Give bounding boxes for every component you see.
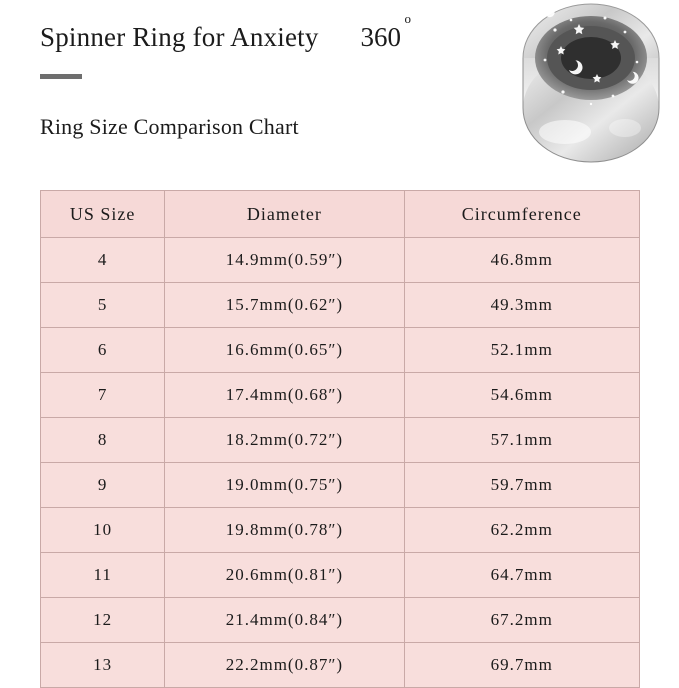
cell-diameter: 21.4mm(0.84″) [165, 598, 404, 643]
cell-diameter: 20.6mm(0.81″) [165, 553, 404, 598]
table-row [41, 238, 640, 283]
title-underline-rule [40, 74, 82, 79]
table-row [41, 643, 640, 688]
table-row [41, 373, 640, 418]
table-row [41, 553, 640, 598]
table-row [41, 508, 640, 553]
cell-circumference: 59.7mm [404, 463, 639, 508]
cell-circumference: 67.2mm [404, 598, 639, 643]
degree-symbol: o [404, 11, 412, 26]
table-row [41, 463, 640, 508]
spinner-ring-photo [505, 0, 679, 180]
cell-circumference: 46.8mm [404, 238, 639, 283]
cell-circumference: 64.7mm [404, 553, 639, 598]
angle-value: 360 [360, 22, 402, 52]
cell-us-size: 11 [41, 553, 165, 598]
cell-diameter: 17.4mm(0.68″) [165, 373, 404, 418]
cell-diameter: 19.8mm(0.78″) [165, 508, 404, 553]
cell-diameter: 14.9mm(0.59″) [165, 238, 404, 283]
cell-circumference: 49.3mm [404, 283, 639, 328]
table-row [41, 283, 640, 328]
cell-circumference: 69.7mm [404, 643, 639, 688]
cell-circumference: 62.2mm [404, 508, 639, 553]
cell-diameter: 19.0mm(0.75″) [165, 463, 404, 508]
column-header-diameter: Diameter [165, 191, 404, 238]
angle-label [360, 11, 412, 60]
ring-illustration [505, 0, 679, 180]
cell-diameter: 16.6mm(0.65″) [165, 328, 404, 373]
table-row [41, 418, 640, 463]
cell-us-size: 9 [41, 463, 165, 508]
cell-us-size: 13 [41, 643, 165, 688]
chart-subtitle: Ring Size Comparison Chart [40, 114, 299, 139]
column-header-circumference: Circumference [404, 191, 639, 238]
cell-us-size: 10 [41, 508, 165, 553]
cell-circumference: 52.1mm [404, 328, 639, 373]
cell-circumference: 57.1mm [404, 418, 639, 463]
cell-diameter: 22.2mm(0.87″) [165, 643, 404, 688]
table-head [41, 191, 640, 238]
table-row [41, 328, 640, 373]
cell-diameter: 18.2mm(0.72″) [165, 418, 404, 463]
column-header-us-size: US Size [41, 191, 165, 238]
cell-us-size: 4 [41, 238, 165, 283]
ring-size-table [40, 190, 640, 688]
cell-us-size: 5 [41, 283, 165, 328]
cell-us-size: 6 [41, 328, 165, 373]
ring-size-table-wrapper [40, 190, 640, 688]
cell-us-size: 12 [41, 598, 165, 643]
cell-us-size: 7 [41, 373, 165, 418]
cell-circumference: 54.6mm [404, 373, 639, 418]
cell-us-size: 8 [41, 418, 165, 463]
table-row [41, 598, 640, 643]
table-header-row [41, 191, 640, 238]
cell-diameter: 15.7mm(0.62″) [165, 283, 404, 328]
table-body [41, 238, 640, 688]
page-title: Spinner Ring for Anxiety [40, 22, 319, 52]
